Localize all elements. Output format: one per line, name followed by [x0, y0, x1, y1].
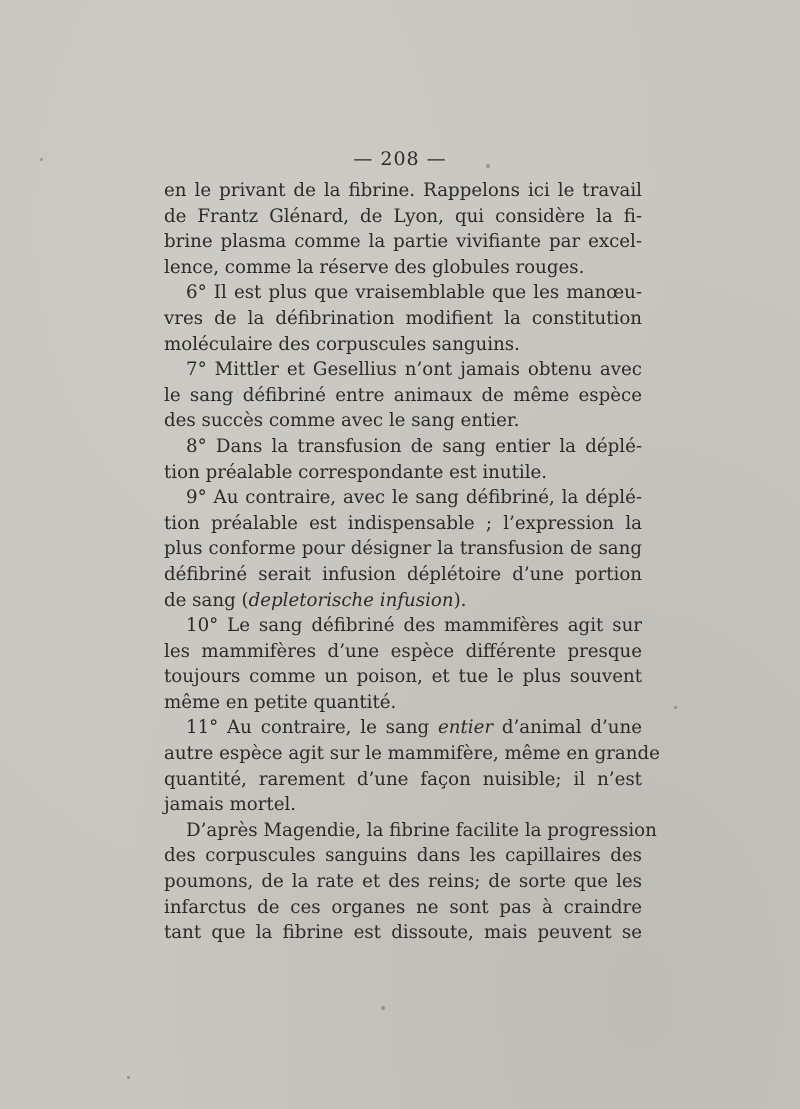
text-line: quantité, rarement d’une façon nuisible; il n’est — [164, 768, 642, 790]
text-line: 10° Le sang défibriné des mammifères agit sur — [186, 615, 642, 637]
text-line: tion préalable est indispensable ; l’expression la — [164, 512, 642, 534]
text-line: en le privant de la fibrine. Rappelons ici le travail — [164, 180, 642, 201]
text-line: jamais mortel. — [164, 794, 297, 816]
text-line: le sang défibriné entre animaux de même espèce — [164, 384, 642, 406]
text-line: des corpuscules sanguins dans les capillaires des — [164, 845, 642, 867]
text-line: tion préalable correspondante est inutile. — [164, 461, 548, 483]
paper-speck — [486, 164, 490, 168]
italic-text: entier — [438, 717, 494, 739]
text-line: des succès comme avec le sang entier. — [164, 410, 520, 432]
text-line: lence, comme la réserve des globules rouges. — [164, 256, 585, 278]
body-text — [164, 178, 660, 946]
text-line: 11° Au contraire, le sang entier d’animal d’une — [186, 717, 642, 739]
paper-speck — [381, 1006, 385, 1010]
text-line: plus conforme pour désigner la transfusion de sang — [164, 538, 642, 560]
paper-speck — [40, 158, 43, 161]
text-line: poumons, de la rate et des reins; de sorte que les — [164, 871, 642, 893]
text-line: vres de la défibrination modifient la constitution — [164, 307, 642, 329]
text-line: de sang (depletorische infusion). — [164, 589, 467, 611]
text-line: tant que la fibrine est dissoute, mais peuvent se — [164, 922, 642, 944]
page-number: — 208 — — [353, 148, 447, 170]
text-line: brine plasma comme la partie vivifiante par excel- — [164, 231, 642, 253]
text-line: 8° Dans la transfusion de sang entier la déplé- — [186, 435, 642, 457]
italic-text: depletorische infusion — [248, 589, 454, 611]
text-line: défibriné serait infusion déplétoire d’une portion — [164, 563, 642, 585]
text-line: 7° Mittler et Gesellius n’ont jamais obtenu avec — [186, 359, 642, 381]
paper-speck — [127, 1076, 130, 1079]
text-line: même en petite quantité. — [164, 691, 397, 713]
text-line: les mammifères d’une espèce différente presque — [164, 640, 642, 662]
text-line: D’après Magendie, la fibrine facilite la progression — [186, 819, 657, 841]
text-line: infarctus de ces organes ne sont pas à craindre — [164, 896, 642, 918]
text-line: 9° Au contraire, avec le sang défibriné, la déplé- — [186, 487, 642, 509]
text-line: de Frantz Glénard, de Lyon, qui considère la fi- — [164, 205, 642, 227]
paper-speck — [674, 706, 677, 709]
text-line: moléculaire des corpuscules sanguins. — [164, 333, 520, 355]
text-line: toujours comme un poison, et tue le plus souvent — [164, 666, 642, 688]
text-line: autre espèce agit sur le mammifère, même en grande — [164, 743, 660, 765]
text-line: 6° Il est plus que vraisemblable que les manœu- — [186, 282, 642, 304]
